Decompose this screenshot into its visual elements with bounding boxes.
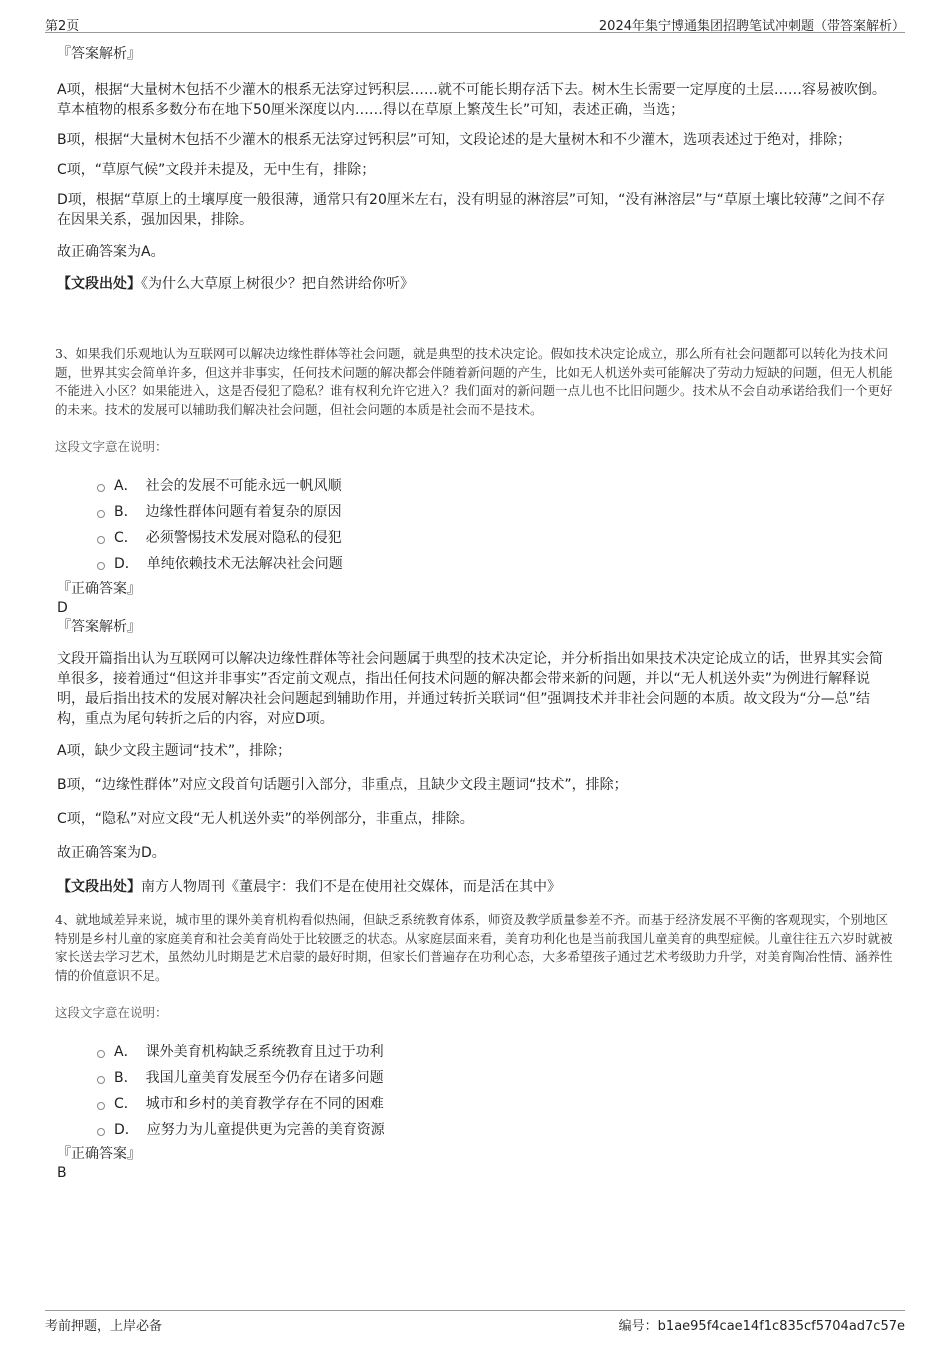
option-c[interactable]: C． 城市和乡村的美育教学存在不同的困难	[97, 1090, 385, 1116]
page-footer	[45, 1310, 905, 1337]
analysis-paragraph: A项，缺少文段主题词“技术”，排除；	[57, 743, 292, 759]
radio-icon[interactable]	[97, 1128, 105, 1136]
answer-heading: 『正确答案』	[57, 581, 141, 597]
question-4	[55, 911, 895, 1021]
analysis-heading: 『答案解析』	[57, 619, 141, 635]
option-b[interactable]: B． 我国儿童美育发展至今仍存在诸多问题	[97, 1064, 385, 1090]
source-citation	[57, 877, 895, 897]
source-label: 【文段出处】	[57, 276, 141, 292]
radio-icon[interactable]	[97, 484, 105, 492]
question-text: 4、就地域差异来说，城市里的课外美育机构看似热闹，但缺乏系统教育体系，师资及教学质量参差不齐。而基于经济发展不平衡的客观现实，个别地区特别是乡村儿童的家庭美育和社会美育尚处于比较匮乏的状态。从家庭层面来看，美育功利化也是当前我国儿童美育的典型症候。儿童往往五六岁时就被家长送去学习艺术，虽然幼儿时期是艺术启蒙的最好时期，但家长们普遍存在功利心态，大多希望孩子通过艺术考级助力升学，对美育陶冶性情、涵养性情的价值意识不足。	[55, 912, 893, 983]
analysis-paragraph: B项，根据“大量树木包括不少灌木的根系无法穿过钙积层”可知，文段论述的是大量树木和不少灌木，选项表述过于绝对，排除；	[57, 132, 852, 148]
source-citation	[57, 274, 895, 294]
source-label: 【文段出处】	[57, 879, 141, 895]
page-number: 第2页	[45, 19, 80, 34]
question-text: 3、如果我们乐观地认为互联网可以解决边缘性群体等社会问题，就是典型的技术决定论。假如技术决定论成立，那么所有社会问题都可以转化为技术问题，世界其实会简单许多，但这并非事实，任何技术问题的解决都会伴随着新问题的产生，比如无人机送外卖可能解决了劳动力短缺的问题，但无人机能不能进入小区？如果能进入，这是否侵犯了隐私？谁有权利允许它进入？我们面对的新问题一点儿也不比旧问题少。技术从不会自动承诺给我们一个更好的未来。技术的发展可以辅助我们解决社会问题，但社会问题的本质是社会而不是技术。	[55, 346, 893, 417]
analysis-conclusion: 故正确答案为D。	[57, 845, 166, 861]
option-c[interactable]: C． 必须警惕技术发展对隐私的侵犯	[97, 524, 343, 550]
analysis-paragraph: C项，“草原气候”文段并未提及，无中生有，排除；	[57, 162, 376, 178]
q2-analysis-section	[57, 44, 895, 294]
option-a[interactable]: A． 课外美育机构缺乏系统教育且过于功利	[97, 1038, 385, 1064]
source-text: 《为什么大草原上树很少？把自然讲给你听》	[141, 276, 414, 292]
source-text: 南方人物周刊《董晨宇：我们不是在使用社交媒体，而是活在其中》	[141, 879, 561, 895]
option-d[interactable]: D． 应努力为儿童提供更为完善的美育资源	[97, 1116, 385, 1142]
radio-icon[interactable]	[97, 562, 105, 570]
analysis-heading: 『答案解析』	[57, 46, 141, 62]
q4-answer-section	[57, 1145, 141, 1183]
q4-options	[97, 1038, 385, 1142]
radio-icon[interactable]	[97, 1102, 105, 1110]
question-prompt: 这段文字意在说明：	[55, 1005, 168, 1020]
analysis-conclusion: 故正确答案为A。	[57, 244, 165, 260]
option-d[interactable]: D． 单纯依赖技术无法解决社会问题	[97, 550, 343, 576]
q3-options	[97, 472, 343, 576]
footer-slogan: 考前押题，上岸必备	[45, 1319, 163, 1334]
correct-answer: B	[57, 1165, 67, 1181]
radio-icon[interactable]	[97, 1050, 105, 1058]
radio-icon[interactable]	[97, 536, 105, 544]
analysis-paragraph: D项，根据“草原上的土壤厚度一般很薄，通常只有20厘米左右，没有明显的淋溶层”可知，“没有淋溶层”与“草原土壤比较薄”之间不存在因果关系，强加因果，排除。	[57, 192, 886, 228]
analysis-paragraph: 文段开篇指出认为互联网可以解决边缘性群体等社会问题属于典型的技术决定论，并分析指出如果技术决定论成立的话，世界其实会简单很多，接着通过“但这并非事实”否定前文观点，指出任何技术问题的解决都会带来新的问题，并以“无人机送外卖”为例进行解释说明，最后指出技术的发展对解决社会问题起到辅助作用，并通过转折关联词“但”强调技术并非社会问题的本质。故文段为“分—总”结构，重点为尾句转折之后的内容，对应D项。	[57, 651, 883, 727]
question-3	[55, 345, 895, 455]
radio-icon[interactable]	[97, 510, 105, 518]
option-a[interactable]: A． 社会的发展不可能永远一帆风顺	[97, 472, 343, 498]
radio-icon[interactable]	[97, 1076, 105, 1084]
option-b[interactable]: B． 边缘性群体问题有着复杂的原因	[97, 498, 343, 524]
analysis-paragraph: C项，“隐私”对应文段“无人机送外卖”的举例部分，非重点，排除。	[57, 811, 474, 827]
analysis-paragraph: B项，“边缘性群体”对应文段首句话题引入部分，非重点，且缺少文段主题词“技术”，排除；	[57, 777, 628, 793]
page-header	[45, 12, 905, 33]
correct-answer: D	[57, 600, 68, 616]
analysis-paragraph: A项，根据“大量树木包括不少灌木的根系无法穿过钙积层……就不可能长期存活下去。树木生长需要一定厚度的土层……容易被吹倒。草本植物的根系多数分布在地下50厘米深度以内……得以在草原上繁茂生长”可知，表述正确，当选；	[57, 82, 886, 118]
q3-answer-section	[57, 580, 895, 897]
answer-heading: 『正确答案』	[57, 1146, 141, 1162]
document-title: 2024年集宁博通集团招聘笔试冲刺题（带答案解析）	[598, 19, 905, 34]
question-prompt: 这段文字意在说明：	[55, 439, 168, 454]
document-id: 编号：b1ae95f4cae14f1c835cf5704ad7c57e	[618, 1319, 905, 1334]
